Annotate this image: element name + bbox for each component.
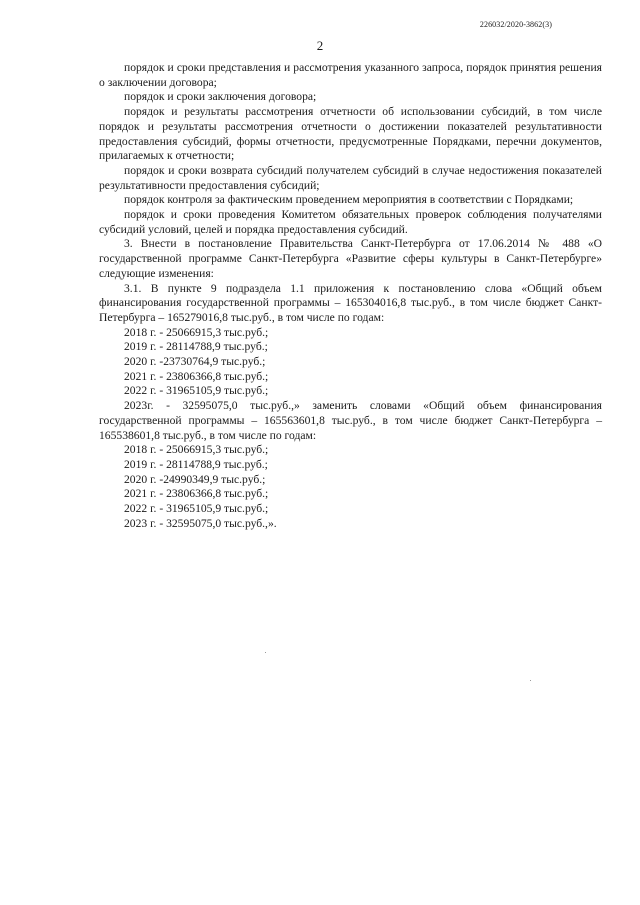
scan-speck [265,652,266,653]
year-amount-new: 2021 г. - 23806366,8 тыс.руб.; [124,487,269,501]
page-number: 2 [316,38,324,53]
paragraph: порядок и сроки представления и рассмотрения указанного запроса, порядок принятия решения о заключении договора; [99,61,602,89]
year-amount-new: 2020 г. -24990349,9 тыс.руб.; [124,472,266,486]
paragraph: порядок и сроки заключения договора; [124,90,317,104]
paragraph: порядок и сроки проведения Комитетом обязательных проверок соблюдения получателями субсидий условий, целей и порядка предоставления субсидий. [99,208,602,236]
paragraph-replacement: 2023г. - 32595075,0 тыс.руб.,» заменить словами «Общий объем финансирования государственной программы – 165563601,8 тыс.руб., в том числе бюджет Санкт-Петербурга – 165538601,8 тыс.руб., в том числе по годам: [99,399,602,442]
scan-speck [530,680,531,681]
document-body [99,61,602,532]
paragraph: порядок и результаты рассмотрения отчетности об использовании субсидий, в том числе порядок и результаты рассмотрения отчетности о достижении показателей результативности предоставления субсидий, формы отчетности, предусмотренные Порядками, перечни документов, прилагаемых к отчетности; [99,105,602,163]
paragraph-amendment-3-1: 3.1. В пункте 9 подраздела 1.1 приложения к постановлению слова «Общий объем финансирования государственной программы – 165304016,8 тыс.руб., в том числе бюджет Санкт-Петербурга – 165279016,8 тыс.руб., в том числе по годам: [99,281,602,324]
year-amount-old: 2020 г. -23730764,9 тыс.руб.; [124,355,266,369]
year-amount-new: 2022 г. - 31965105,9 тыс.руб.; [124,502,269,516]
year-amount-old: 2022 г. - 31965105,9 тыс.руб.; [124,384,269,398]
paragraph: порядок и сроки возврата субсидий получателем субсидий в случае недостижения показателей результативности предоставления субсидий; [99,163,602,192]
year-amount-new: 2019 г. - 28114788,9 тыс.руб.; [124,457,268,471]
year-amount-new: 2018 г. - 25066915,3 тыс.руб.; [124,443,269,457]
document-number: 226032/2020-3862(3) [479,20,552,29]
year-amount-old: 2021 г. - 23806366,8 тыс.руб.; [124,369,269,383]
year-amount-new: 2023 г. - 32595075,0 тыс.руб.,». [124,516,277,530]
paragraph: порядок контроля за фактическим проведением мероприятия в соответствии с Порядками; [124,193,574,207]
paragraph-amendment-3: 3. Внести в постановление Правительства Санкт-Петербурга от 17.06.2014 № 488 «О государственной программе Санкт-Петербурга «Развитие сферы культуры в Санкт-Петербурге» следующие изменения: [99,237,602,280]
year-amount-old: 2019 г. - 28114788,9 тыс.руб.; [124,340,268,354]
year-amount-old: 2018 г. - 25066915,3 тыс.руб.; [124,325,269,339]
